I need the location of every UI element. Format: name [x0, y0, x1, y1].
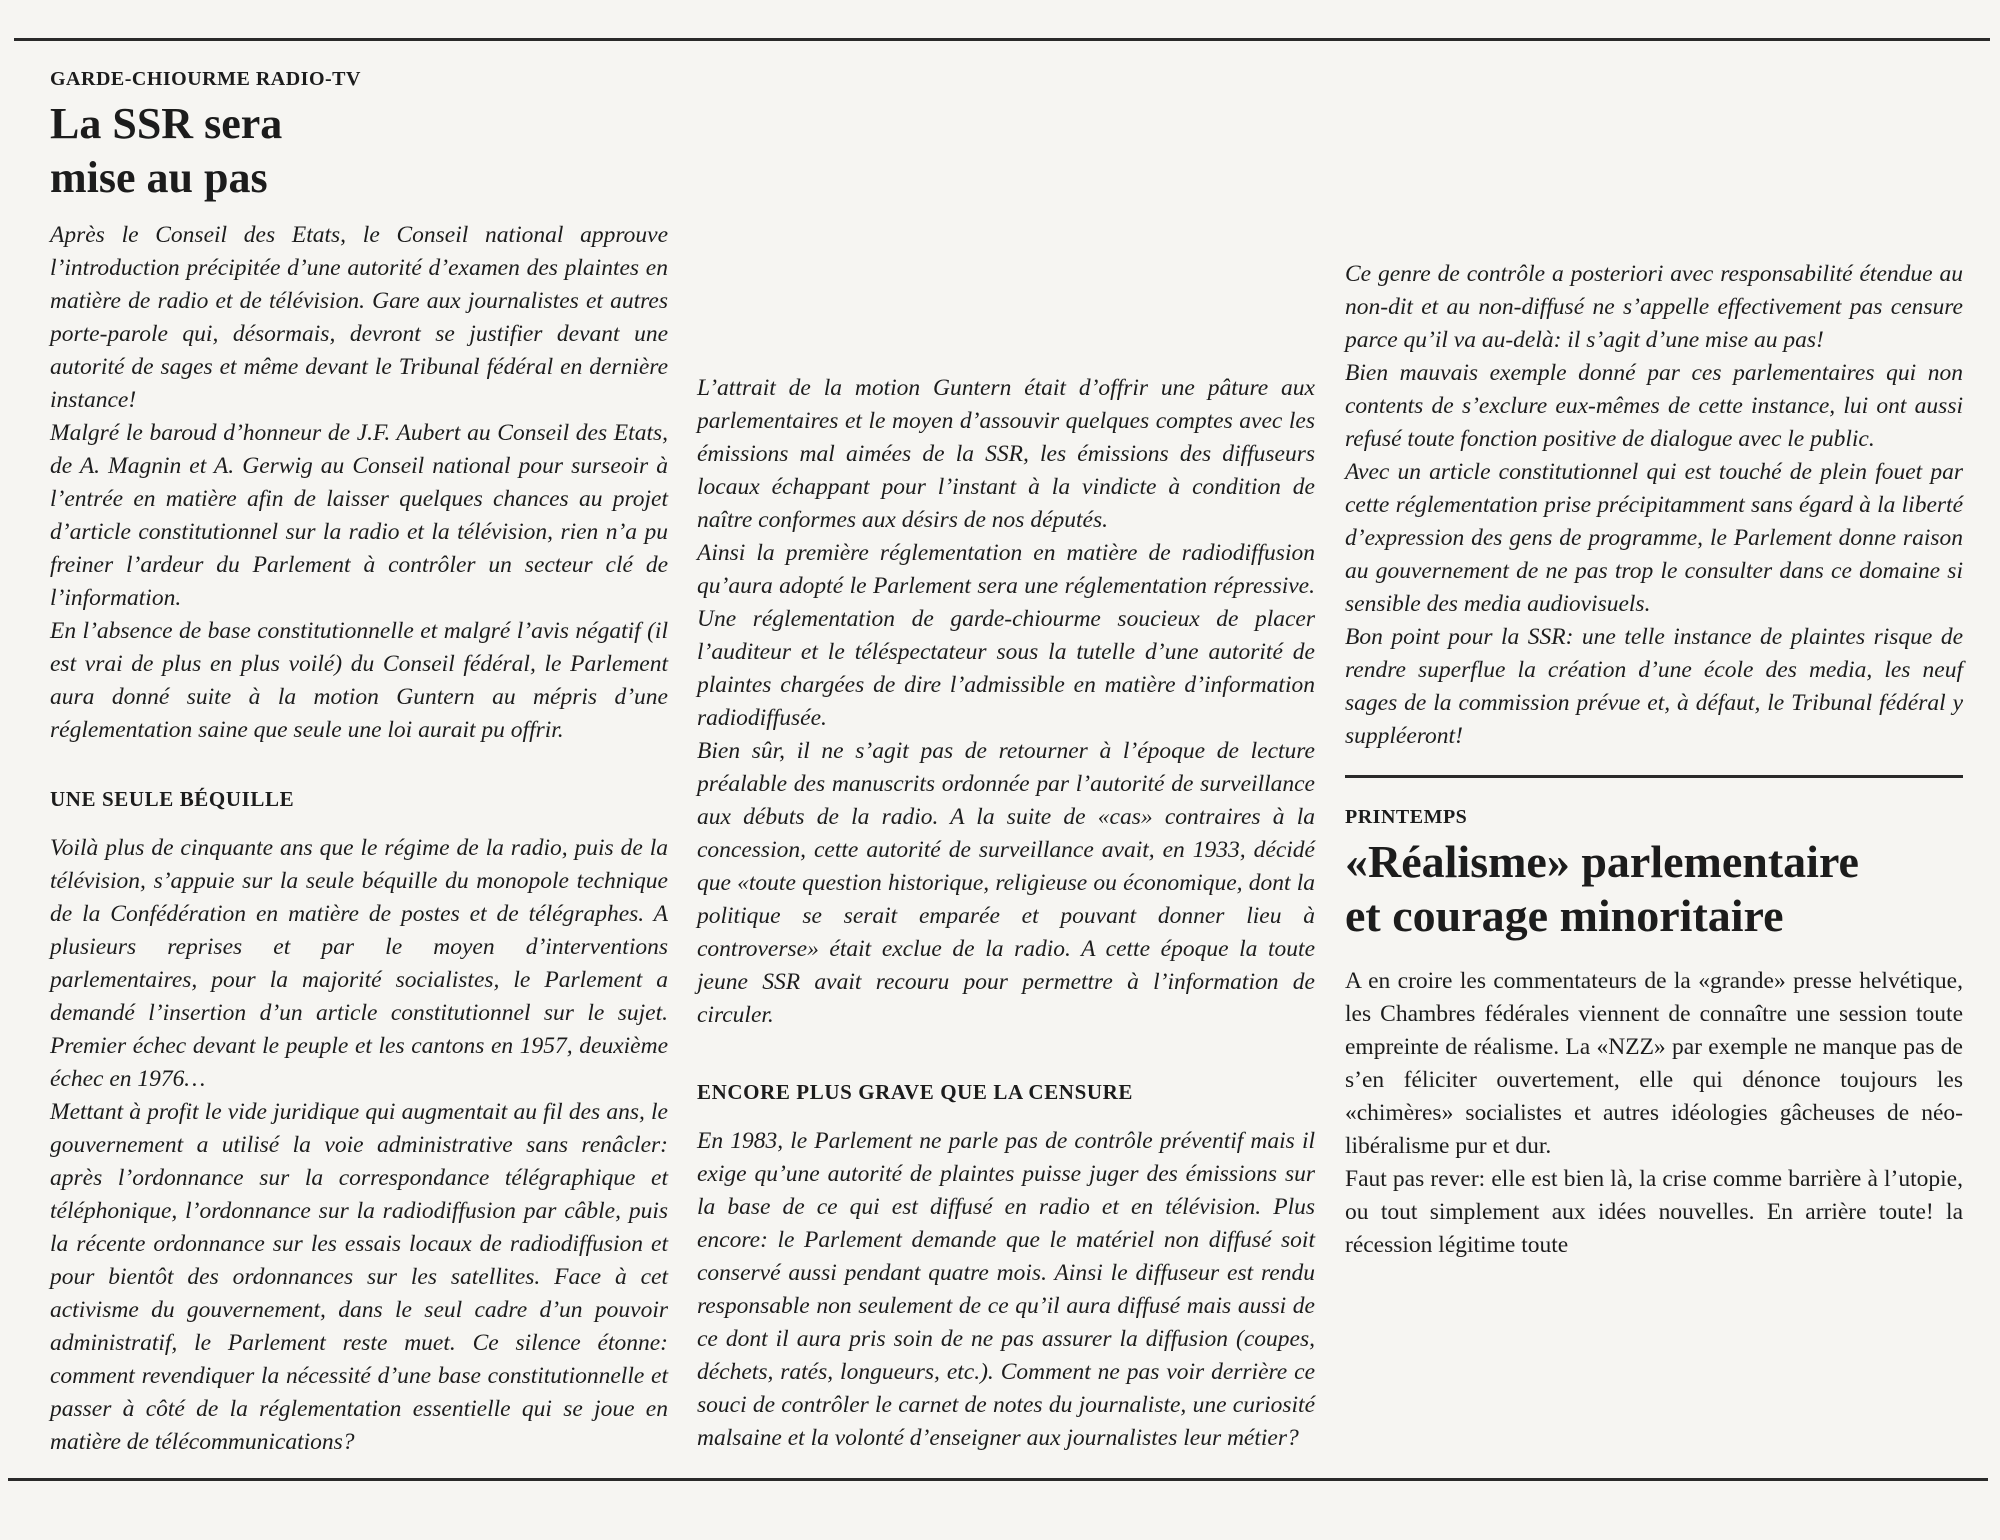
article1-paragraph: Ce genre de contrôle a posteriori avec responsabilité étendue au non-dit et au non-diffusé ne s’appelle effectivement pas censure parce qu’il va au-delà: il s’agit d’une mise au pas!: [1345, 261, 1963, 353]
article1-paragraph-continued: Mettant à profit le vide juridique qui augmentait au fil des ans, le gouvernement a utilisé la voie administrative sans renâcler: après l’ordonnance sur la correspondance télégraphique et téléphonique, l’ordonnance sur la radiodiffusion par câble, puis la récente ordonnance sur les essais locaux de radiodiffusion et pour bientôt des ordonnances sur les satellites. Face à cet activisme du gouvernement, dans le seul cadre d’un pouvoir administratif, le Parlement reste muet. Ce silence étonne: comment revendiquer la nécessité d’une base constitutionnelle et passer à côté de la réglementation essentielle qui se joue en matière de télécommunications?: [50, 1099, 668, 1455]
article1-paragraph: Ainsi la première réglementation en matière de radiodiffusion qu’aura adopté le Parlement sera une réglementation répressive. Une réglementation de garde-chiourme soucieux de placer l’auditeur et le téléspectateur sous la tutelle d’une autorité de plaintes chargées de dire l’admissible en matière d’information radiodiffusée.: [697, 540, 1315, 731]
article2-paragraph: Faut pas rever: elle est bien là, la crise comme barrière à l’utopie, ou tout simplement aux idées nouvelles. En arrière toute! la récession légitime toute: [1345, 1166, 1963, 1258]
article1-paragraph: En l’absence de base constitutionnelle et malgré l’avis négatif (il est vrai de plus en plus voilé) du Conseil fédéral, le Parlement aura donné suite à la motion Guntern au mépris d’une réglementation saine que seule une loi aurait pu offrir.: [50, 618, 668, 743]
article1-paragraph: L’attrait de la motion Guntern était d’offrir une pâture aux parlementaires et le moyen d’assouvir quelques comptes avec les émissions mal aimées de la SSR, les émissions des diffuseurs locaux échappant pour l’instant à la vindicte à condition de naître conformes aux désirs de nos députés.: [697, 375, 1315, 533]
article2-paragraph: A en croire les commentateurs de la «grande» presse helvétique, les Chambres fédérales viennent de connaître une session toute empreinte de réalisme. La «NZZ» par exemple ne manque pas de s’en féliciter ouvertement, elle qui dénonce toujours les «chimères» socialistes et autres idéologies gâcheuses de néo-libéralisme pur et dur.: [1345, 968, 1963, 1159]
article2-title-line1: «Réalisme» parlementaire: [1345, 836, 1859, 887]
article1-paragraph: Avec un article constitutionnel qui est touché de plein fouet par cette réglementation prise précipitamment sans égard à la liberté d’expression des gens de programme, le Parlement donne raison au gouvernement de ne pas trop le consulter dans ce domaine si sensible des media audiovisuels.: [1345, 459, 1963, 617]
article1-paragraph: Voilà plus de cinquante ans que le régime de la radio, puis de la télévision, s’appuie sur la seule béquille du monopole technique de la Confédération en matière de postes et de télégraphes. A plusieurs reprises et par le moyen d’interventions parlementaires, pour la majorité socialistes, le Parlement a demandé l’insertion d’un article constitutionnel sur le sujet. Premier échec devant le peuple et les cantons en 1957, deuxième échec en 1976…: [50, 835, 668, 1092]
article1-kicker: GARDE-CHIOURME RADIO-TV: [50, 68, 361, 90]
article2-title-line2: et courage minoritaire: [1345, 890, 1784, 941]
article1-paragraph: Malgré le baroud d’honneur de J.F. Aubert au Conseil des Etats, de A. Magnin et A. Gerwig au Conseil national pour surseoir à l’entrée en matière afin de laisser quelques chances au projet d’article constitutionnel sur la radio et la télévision, rien n’a pu freiner l’ardeur du Parlement à contrôler un secteur clé de l’information.: [50, 420, 668, 611]
article2-kicker: PRINTEMPS: [1345, 806, 1468, 828]
article1-title-line2: mise au pas: [50, 153, 268, 202]
article2-title: [1345, 835, 1963, 943]
column-1: [50, 60, 668, 1459]
subhead-plus-grave: ENCORE PLUS GRAVE QUE LA CENSURE: [697, 1080, 1133, 1104]
article1-title: [50, 97, 668, 205]
article1-paragraph: Bien mauvais exemple donné par ces parlementaires qui non contents de s’exclure eux-mêmes de cette instance, lui ont aussi refusé toute fonction positive de dialogue avec le public.: [1345, 360, 1963, 452]
article1-paragraph: Bon point pour la SSR: une telle instance de plaintes risque de rendre superflue la création d’une école des media, les neuf sages de la commission prévue et, à défaut, le Tribunal fédéral y suppléeront!: [1345, 624, 1963, 749]
bottom-rule: [8, 1478, 1988, 1481]
article-separator-rule: [1345, 775, 1963, 778]
top-rule: [14, 38, 1990, 41]
article1-title-line1: La SSR sera: [50, 99, 283, 148]
column-3: [1345, 258, 1963, 1262]
article1-paragraph: Bien sûr, il ne s’agit pas de retourner à l’époque de lecture préalable des manuscrits ordonnée par l’autorité de surveillance aux débuts de la radio. A la suite de «cas» contraires à la concession, cette autorité de surveillance avait, en 1933, décidé que «toute question historique, religieuse ou économique, dont la politique se serait emparée et pouvant donner lieu à controverse» était exclue de la radio. A cette époque la toute jeune SSR avait recouru pour permettre à l’information de circuler.: [697, 738, 1315, 1028]
column-2: [697, 372, 1315, 1455]
article1-lead-paragraph: Après le Conseil des Etats, le Conseil national approuve l’introduction précipitée d’une autorité d’examen des plaintes en matière de radio et de télévision. Gare aux journalistes et autres porte-parole qui, désormais, devront se justifier devant une autorité de sages et même devant le Tribunal fédéral en dernière instance!: [50, 222, 668, 413]
article1-paragraph-continued: En 1983, le Parlement ne parle pas de contrôle préventif mais il exige qu’une autorité de plaintes puisse juger des émissions sur la base de ce qui est diffusé en radio et en télévision. Plus encore: le Parlement demande que le matériel non diffusé soit conservé aussi pendant quatre mois. Ainsi le diffuseur est rendu responsable non seulement de ce qu’il aura diffusé mais aussi de ce dont il aura pris soin de ne pas assurer la diffusion (coupes, déchets, ratés, longueurs, etc.). Comment ne pas voir derrière ce souci de contrôler le carnet de notes du journaliste, une curiosité malsaine et la volonté d’enseigner aux journalistes leur métier?: [697, 1128, 1315, 1451]
subhead-seule-bequille: UNE SEULE BÉQUILLE: [50, 787, 295, 811]
